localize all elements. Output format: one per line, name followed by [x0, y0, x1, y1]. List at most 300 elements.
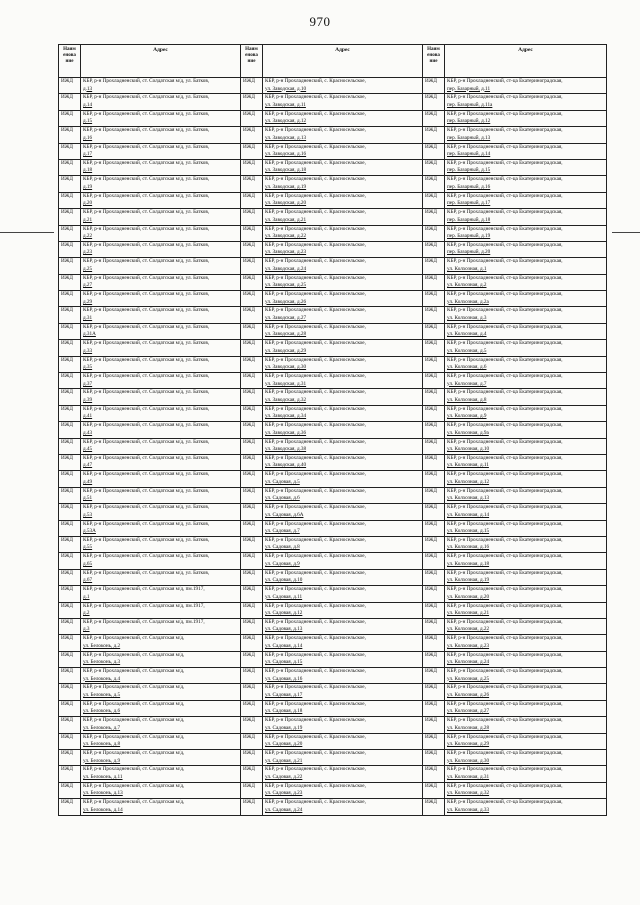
- address-line-house: ул. Садовая, д.24: [265, 806, 303, 813]
- address-line-main: КБР, р-н Прохладненский, ст-ца Екатериноградская,: [447, 422, 563, 429]
- address-line-house: ул. Колхозная, д.33: [447, 806, 490, 813]
- address-line-house: ул. Колхозная, д.28: [447, 724, 490, 731]
- address-cell: [263, 700, 423, 716]
- address-cell: [263, 618, 423, 634]
- column-header-address: Адрес: [81, 45, 241, 78]
- address-line-house: ул. Заводская, д.12: [265, 118, 307, 125]
- address-line-house: ул. Садовая, д.5: [265, 478, 300, 485]
- address-line-main: КБР, р-н Прохладненский, ст. Солдатская м/д,: [83, 651, 185, 658]
- table-row: [59, 209, 607, 225]
- address-line-house: ул. Заводская, д.18: [265, 167, 307, 174]
- table-row: [59, 504, 607, 520]
- table-row: [59, 454, 607, 470]
- address-line-house: ул. Белоконь, д.6: [83, 708, 121, 715]
- object-type-cell: ИЖД: [423, 487, 445, 503]
- object-type-cell: ИЖД: [423, 635, 445, 651]
- object-type-cell: ИЖД: [241, 618, 263, 634]
- address-line-house: д.53А: [83, 528, 96, 535]
- address-cell: [263, 176, 423, 192]
- table-row: [59, 340, 607, 356]
- address-cell: [81, 78, 241, 94]
- address-line-main: КБР, р-н Прохладненский, с. Красносельское,: [265, 553, 366, 560]
- address-line-main: КБР, р-н Прохладненский, ст. Солдатская м/д, ул. Батков,: [83, 340, 210, 347]
- table-body: [59, 78, 607, 816]
- address-line-main: КБР, р-н Прохладненский, ст. Солдатская м/д, ул. Батков,: [83, 159, 210, 166]
- object-type-cell: ИЖД: [423, 618, 445, 634]
- address-line-main: КБР, р-н Прохладненский, с. Красносельское,: [265, 143, 366, 150]
- address-line-house: ул. Колхозная, д.8: [447, 396, 487, 403]
- address-line-house: ул. Колхозная, д.21: [447, 610, 490, 616]
- address-line-main: КБР, р-н Прохладненский, ст. Солдатская м/д, ул. Батков,: [83, 94, 210, 101]
- address-line-house: ул. Колхозная, д.6: [447, 364, 487, 371]
- object-type-cell: ИЖД: [423, 159, 445, 175]
- address-line-main: КБР, р-н Прохладненский, ст-ца Екатериноградская,: [447, 733, 563, 740]
- object-type-cell: ИЖД: [423, 651, 445, 667]
- object-type-cell: ИЖД: [59, 651, 81, 667]
- address-line-house: д.31А: [83, 331, 96, 338]
- address-line-main: КБР, р-н Прохладненский, ст. Солдатская м/д,: [83, 782, 185, 789]
- page-number: 970: [309, 14, 331, 29]
- address-line-house: ул. Колхозная, д.10: [447, 446, 490, 453]
- address-cell: [263, 78, 423, 94]
- address-line-house: ул. Садовая, д.17: [265, 691, 303, 698]
- object-type-cell: ИЖД: [59, 258, 81, 274]
- address-line-main: КБР, р-н Прохладненский, ст-ца Екатериноградская,: [447, 94, 563, 101]
- address-line-house: д.15: [83, 118, 93, 125]
- table-row: [59, 225, 607, 241]
- object-type-cell: ИЖД: [59, 159, 81, 175]
- table-row: [59, 94, 607, 110]
- object-type-cell: ИЖД: [59, 454, 81, 470]
- address-line-main: КБР, р-н Прохладненский, с. Красносельское,: [265, 307, 366, 314]
- address-cell: [445, 553, 607, 569]
- address-line-main: КБР, р-н Прохладненский, ст-ца Екатериноградская,: [447, 258, 563, 265]
- table-row: [59, 176, 607, 192]
- address-line-house: пер. Базарный, д.20: [447, 249, 491, 256]
- object-type-cell: ИЖД: [423, 78, 445, 94]
- address-line-main: КБР, р-н Прохладненский, ст-ца Екатериноградская,: [447, 78, 563, 84]
- address-cell: [445, 356, 607, 372]
- address-line-main: КБР, р-н Прохладненский, ст. Солдатская м/д, ул. Батков,: [83, 225, 210, 232]
- address-line-house: ул. Колхозная, д.9а: [447, 429, 489, 436]
- address-line-main: КБР, р-н Прохладненский, ст-ца Екатериноградская,: [447, 127, 563, 134]
- object-type-cell: ИЖД: [59, 700, 81, 716]
- address-cell: [81, 127, 241, 143]
- object-type-cell: ИЖД: [59, 668, 81, 684]
- address-line-house: д.21: [83, 216, 93, 223]
- table-row: [59, 799, 607, 815]
- address-cell: [263, 520, 423, 536]
- address-line-main: КБР, р-н Прохладненский, ст. Солдатская м/д,: [83, 750, 185, 757]
- object-type-cell: ИЖД: [241, 291, 263, 307]
- address-line-main: КБР, р-н Прохладненский, с. Красносельское,: [265, 159, 366, 166]
- address-line-house: ул. Белоконь, д.7: [83, 724, 121, 731]
- address-line-house: д.17: [83, 151, 93, 158]
- address-line-house: пер. Базарный, д.12: [447, 118, 491, 125]
- object-type-cell: ИЖД: [59, 438, 81, 454]
- object-type-cell: ИЖД: [241, 389, 263, 405]
- address-cell: [445, 373, 607, 389]
- address-line-house: ул. Белоконь, д.2: [83, 642, 121, 649]
- address-line-house: д.16: [83, 134, 93, 141]
- address-cell: [81, 192, 241, 208]
- object-type-cell: ИЖД: [241, 504, 263, 520]
- address-line-house: ул. Белоконь, д.11: [83, 773, 123, 780]
- address-line-house: ул. Заводская, д.11: [265, 101, 306, 108]
- column-header-name: Наим енова ние: [423, 45, 445, 78]
- address-line-main: КБР, р-н Прохладненский, с. Красносельское,: [265, 471, 366, 478]
- address-cell: [81, 586, 241, 602]
- address-cell: [263, 405, 423, 421]
- address-cell: [445, 700, 607, 716]
- address-line-house: д.19: [83, 183, 93, 190]
- table-row: [59, 668, 607, 684]
- object-type-cell: ИЖД: [59, 422, 81, 438]
- address-line-house: пер. Базарный, д.17: [447, 200, 491, 207]
- table-row: [59, 159, 607, 175]
- object-type-cell: ИЖД: [59, 94, 81, 110]
- address-line-house: ул. Колхозная, д.25: [447, 675, 490, 682]
- address-line-house: ул. Заводская, д.23: [265, 249, 307, 256]
- object-type-cell: ИЖД: [59, 225, 81, 241]
- address-line-house: ул. Колхозная, д.27: [447, 708, 490, 715]
- address-line-house: пер. Базарный, д.19: [447, 233, 491, 240]
- address-cell: [445, 536, 607, 552]
- address-line-main: КБР, р-н Прохладненский, ст. Солдатская м/д, ул. Батков,: [83, 356, 210, 363]
- object-type-cell: ИЖД: [59, 307, 81, 323]
- address-line-main: КБР, р-н Прохладненский, с. Красносельское,: [265, 750, 366, 757]
- object-type-cell: ИЖД: [59, 733, 81, 749]
- address-line-main: КБР, р-н Прохладненский, ст-ца Екатериноградская,: [447, 766, 563, 773]
- address-cell: [263, 291, 423, 307]
- column-header-address: Адрес: [263, 45, 423, 78]
- address-line-main: КБР, р-н Прохладненский, ст. Солдатская м/д, ул. Батков,: [83, 176, 210, 183]
- object-type-cell: ИЖД: [59, 340, 81, 356]
- table-row: [59, 766, 607, 782]
- address-cell: [81, 389, 241, 405]
- object-type-cell: ИЖД: [59, 373, 81, 389]
- address-cell: [445, 422, 607, 438]
- address-line-main: КБР, р-н Прохладненский, с. Красносельское,: [265, 520, 366, 527]
- address-cell: [81, 602, 241, 618]
- object-type-cell: ИЖД: [59, 192, 81, 208]
- address-line-house: ул. Колхозная, д.13: [447, 495, 490, 502]
- address-cell: [263, 635, 423, 651]
- object-type-cell: ИЖД: [59, 569, 81, 585]
- object-type-cell: ИЖД: [241, 766, 263, 782]
- address-line-house: ул. Заводская, д.30: [265, 364, 307, 371]
- address-registry-table: [58, 44, 607, 816]
- address-cell: [445, 110, 607, 126]
- address-line-house: ул. Заводская, д.38: [265, 446, 307, 453]
- object-type-cell: ИЖД: [59, 750, 81, 766]
- table-row: [59, 684, 607, 700]
- object-type-cell: ИЖД: [241, 471, 263, 487]
- address-cell: [263, 274, 423, 290]
- address-line-main: КБР, р-н Прохладненский, ст. Солдатская м/д,: [83, 766, 185, 773]
- address-cell: [81, 454, 241, 470]
- address-line-house: д.1: [83, 593, 90, 600]
- address-cell: [445, 618, 607, 634]
- scan-artifact-line: [612, 232, 640, 233]
- address-line-main: КБР, р-н Прохладненский, ст-ца Екатериноградская,: [447, 143, 563, 150]
- column-header-name: Наим енова ние: [59, 45, 81, 78]
- table-row: [59, 471, 607, 487]
- address-cell: [81, 94, 241, 110]
- address-cell: [81, 668, 241, 684]
- object-type-cell: ИЖД: [423, 717, 445, 733]
- address-line-main: КБР, р-н Прохладненский, с. Красносельское,: [265, 782, 366, 789]
- table-row: [59, 241, 607, 257]
- address-line-house: ул. Белоконь, д.3: [83, 659, 121, 666]
- object-type-cell: ИЖД: [59, 405, 81, 421]
- object-type-cell: ИЖД: [59, 471, 81, 487]
- address-cell: [445, 668, 607, 684]
- address-cell: [445, 487, 607, 503]
- address-line-house: ул. Колхозная, д.4: [447, 331, 487, 338]
- address-line-house: ул. Садовая, д.6: [265, 495, 300, 502]
- address-line-house: ул. Белоконь, д.4: [83, 675, 121, 682]
- object-type-cell: ИЖД: [423, 700, 445, 716]
- address-cell: [445, 307, 607, 323]
- address-line-house: д.53: [83, 511, 93, 518]
- table-row: [59, 438, 607, 454]
- address-line-main: КБР, р-н Прохладненский, с. Красносельское,: [265, 225, 366, 232]
- address-line-main: КБР, р-н Прохладненский, ст. Солдатская м/д, ул. Батков,: [83, 569, 210, 576]
- object-type-cell: ИЖД: [423, 389, 445, 405]
- object-type-cell: ИЖД: [59, 684, 81, 700]
- object-type-cell: ИЖД: [59, 209, 81, 225]
- address-cell: [445, 586, 607, 602]
- table-row: [59, 307, 607, 323]
- address-line-main: КБР, р-н Прохладненский, ст-ца Екатериноградская,: [447, 700, 563, 707]
- address-cell: [81, 553, 241, 569]
- address-cell: [263, 94, 423, 110]
- address-line-main: КБР, р-н Прохладненский, с. Красносельское,: [265, 291, 366, 298]
- object-type-cell: ИЖД: [241, 799, 263, 815]
- object-type-cell: ИЖД: [241, 307, 263, 323]
- table-row: [59, 274, 607, 290]
- address-line-house: пер. Базарный, д.15: [447, 167, 491, 174]
- address-line-house: д.22: [83, 233, 93, 240]
- address-line-main: КБР, р-н Прохладненский, с. Красносельское,: [265, 602, 366, 609]
- object-type-cell: ИЖД: [423, 668, 445, 684]
- address-line-main: КБР, р-н Прохладненский, ст. Солдатская м/д, ул. Батков,: [83, 405, 210, 412]
- address-line-house: пер. Базарный, д.14: [447, 151, 491, 158]
- address-cell: [263, 569, 423, 585]
- address-line-house: д.14: [83, 101, 93, 108]
- address-line-house: д.23: [83, 249, 93, 256]
- address-line-main: КБР, р-н Прохладненский, ст-ца Екатериноградская,: [447, 553, 563, 560]
- address-line-house: д.37: [83, 380, 93, 387]
- address-cell: [263, 536, 423, 552]
- address-line-main: КБР, р-н Прохладненский, с. Красносельское,: [265, 766, 366, 773]
- object-type-cell: ИЖД: [241, 127, 263, 143]
- address-cell: [81, 176, 241, 192]
- address-line-house: ул. Колхозная, д.18: [447, 560, 490, 567]
- address-line-main: КБР, р-н Прохладненский, с. Красносельское,: [265, 389, 366, 396]
- object-type-cell: ИЖД: [241, 373, 263, 389]
- object-type-cell: ИЖД: [423, 602, 445, 618]
- address-cell: [263, 750, 423, 766]
- address-line-main: КБР, р-н Прохладненский, ст. Солдатская м/д, ул. Батков,: [83, 127, 210, 134]
- address-line-main: КБР, р-н Прохладненский, ст. Солдатская м/д, пм.1917,: [83, 586, 205, 593]
- address-line-main: КБР, р-н Прохладненский, ст-ца Екатериноградская,: [447, 504, 563, 511]
- address-line-main: КБР, р-н Прохладненский, с. Красносельское,: [265, 241, 366, 248]
- address-cell: [81, 209, 241, 225]
- address-line-main: КБР, р-н Прохладненский, ст. Солдатская м/д, ул. Батков,: [83, 209, 210, 216]
- table-row: [59, 717, 607, 733]
- object-type-cell: ИЖД: [423, 569, 445, 585]
- address-line-house: д.47: [83, 462, 93, 469]
- address-line-main: КБР, р-н Прохладненский, с. Красносельское,: [265, 373, 366, 380]
- address-line-main: КБР, р-н Прохладненский, ст-ца Екатериноградская,: [447, 684, 563, 691]
- table-row: [59, 192, 607, 208]
- address-line-main: КБР, р-н Прохладненский, с. Красносельское,: [265, 258, 366, 265]
- address-line-house: ул. Садовая, д.6А: [265, 511, 304, 518]
- address-cell: [263, 586, 423, 602]
- address-line-main: КБР, р-н Прохладненский, с. Красносельское,: [265, 192, 366, 199]
- address-line-house: ул. Заводская, д.27: [265, 314, 307, 321]
- address-line-main: КБР, р-н Прохладненский, ст-ца Екатериноградская,: [447, 454, 563, 461]
- column-header-name: Наим енова ние: [241, 45, 263, 78]
- address-cell: [81, 799, 241, 815]
- address-line-main: КБР, р-н Прохладненский, ст-ца Екатериноградская,: [447, 536, 563, 543]
- address-line-house: ул. Заводская, д.13: [265, 134, 307, 141]
- address-line-main: КБР, р-н Прохладненский, ст. Солдатская м/д,: [83, 799, 185, 806]
- object-type-cell: ИЖД: [241, 274, 263, 290]
- object-type-cell: ИЖД: [241, 209, 263, 225]
- address-cell: [445, 159, 607, 175]
- address-cell: [445, 733, 607, 749]
- object-type-cell: ИЖД: [59, 176, 81, 192]
- address-line-house: ул. Садовая, д.7: [265, 528, 300, 535]
- address-line-main: КБР, р-н Прохладненский, ст. Солдатская м/д, ул. Батков,: [83, 553, 210, 560]
- address-line-house: ул. Белоконь, д.13: [83, 790, 123, 797]
- address-cell: [445, 127, 607, 143]
- object-type-cell: ИЖД: [241, 176, 263, 192]
- object-type-cell: ИЖД: [241, 520, 263, 536]
- object-type-cell: ИЖД: [423, 241, 445, 257]
- address-line-main: КБР, р-н Прохладненский, ст-ца Екатериноградская,: [447, 750, 563, 757]
- address-cell: [81, 323, 241, 339]
- address-line-house: д.51: [83, 495, 93, 502]
- address-line-main: КБР, р-н Прохладненский, ст. Солдатская м/д, ул. Батков,: [83, 536, 210, 543]
- address-cell: [445, 405, 607, 421]
- object-type-cell: ИЖД: [59, 553, 81, 569]
- address-cell: [81, 569, 241, 585]
- address-cell: [263, 258, 423, 274]
- address-cell: [445, 176, 607, 192]
- address-cell: [81, 766, 241, 782]
- address-line-house: ул. Садовая, д.16: [265, 675, 303, 682]
- object-type-cell: ИЖД: [241, 750, 263, 766]
- object-type-cell: ИЖД: [59, 127, 81, 143]
- address-cell: [263, 209, 423, 225]
- address-line-main: КБР, р-н Прохладненский, ст. Солдатская м/д, ул. Батков,: [83, 520, 210, 527]
- address-line-house: д.65: [83, 560, 93, 567]
- address-line-house: ул. Садовая, д.10: [265, 577, 303, 584]
- address-line-house: ул. Колхозная, д.29: [447, 741, 490, 748]
- table-row: [59, 356, 607, 372]
- address-cell: [445, 602, 607, 618]
- address-line-house: ул. Колхозная, д.12: [447, 478, 490, 485]
- address-cell: [81, 110, 241, 126]
- object-type-cell: ИЖД: [423, 340, 445, 356]
- address-cell: [263, 471, 423, 487]
- object-type-cell: ИЖД: [241, 192, 263, 208]
- address-line-house: д.45: [83, 446, 93, 453]
- address-line-main: КБР, р-н Прохладненский, ст-ца Екатериноградская,: [447, 241, 563, 248]
- table-row: [59, 78, 607, 94]
- address-cell: [263, 487, 423, 503]
- object-type-cell: ИЖД: [241, 225, 263, 241]
- object-type-cell: ИЖД: [241, 340, 263, 356]
- address-line-main: КБР, р-н Прохладненский, ст-ца Екатериноградская,: [447, 668, 563, 675]
- address-line-house: д.55: [83, 544, 93, 551]
- address-cell: [263, 504, 423, 520]
- address-line-main: КБР, р-н Прохладненский, ст-ца Екатериноградская,: [447, 209, 563, 216]
- address-line-house: ул. Колхозная, д.32: [447, 790, 490, 797]
- table-row: [59, 618, 607, 634]
- address-line-house: д.67: [83, 577, 93, 584]
- address-line-main: КБР, р-н Прохладненский, ст-ца Екатериноградская,: [447, 651, 563, 658]
- address-line-main: КБР, р-н Прохладненский, ст. Солдатская м/д, ул. Батков,: [83, 487, 210, 494]
- table-row: [59, 487, 607, 503]
- address-cell: [81, 291, 241, 307]
- address-line-main: КБР, р-н Прохладненский, ст. Солдатская м/д, ул. Батков,: [83, 143, 210, 150]
- address-line-house: ул. Заводская, д.34: [265, 413, 307, 420]
- object-type-cell: ИЖД: [423, 373, 445, 389]
- object-type-cell: ИЖД: [59, 241, 81, 257]
- address-line-house: ул. Колхозная, д.16: [447, 544, 490, 551]
- address-line-main: КБР, р-н Прохладненский, ст. Солдатская м/д, ул. Батков,: [83, 307, 210, 314]
- address-cell: [263, 438, 423, 454]
- address-line-house: д.35: [83, 364, 93, 371]
- address-line-main: КБР, р-н Прохладненский, ст-ца Екатериноградская,: [447, 618, 563, 625]
- address-line-house: ул. Заводская, д.25: [265, 282, 307, 289]
- object-type-cell: ИЖД: [59, 143, 81, 159]
- address-line-house: ул. Заводская, д.28: [265, 331, 307, 338]
- object-type-cell: ИЖД: [423, 225, 445, 241]
- address-line-main: КБР, р-н Прохладненский, ст-ца Екатериноградская,: [447, 192, 563, 199]
- address-line-house: ул. Заводская, д.36: [265, 429, 307, 436]
- object-type-cell: ИЖД: [241, 487, 263, 503]
- address-line-house: ул. Садовая, д.11: [265, 593, 303, 600]
- address-line-house: ул. Колхозная, д.23: [447, 642, 490, 649]
- object-type-cell: ИЖД: [59, 389, 81, 405]
- object-type-cell: ИЖД: [423, 110, 445, 126]
- object-type-cell: ИЖД: [423, 782, 445, 798]
- object-type-cell: ИЖД: [423, 454, 445, 470]
- object-type-cell: ИЖД: [59, 602, 81, 618]
- address-cell: [81, 487, 241, 503]
- address-cell: [81, 422, 241, 438]
- address-line-house: д.25: [83, 265, 93, 272]
- address-line-main: КБР, р-н Прохладненский, ст. Солдатская м/д, ул. Батков,: [83, 258, 210, 265]
- address-cell: [81, 733, 241, 749]
- address-line-main: КБР, р-н Прохладненский, ст-ца Екатериноградская,: [447, 323, 563, 330]
- table-row: [59, 586, 607, 602]
- object-type-cell: ИЖД: [423, 733, 445, 749]
- object-type-cell: ИЖД: [59, 782, 81, 798]
- address-line-main: КБР, р-н Прохладненский, ст. Солдатская м/д, ул. Батков,: [83, 422, 210, 429]
- address-line-main: КБР, р-н Прохладненский, с. Красносельское,: [265, 176, 366, 183]
- address-line-house: ул. Садовая, д.21: [265, 757, 303, 764]
- object-type-cell: ИЖД: [423, 405, 445, 421]
- object-type-cell: ИЖД: [423, 127, 445, 143]
- address-line-house: д.18: [83, 167, 93, 174]
